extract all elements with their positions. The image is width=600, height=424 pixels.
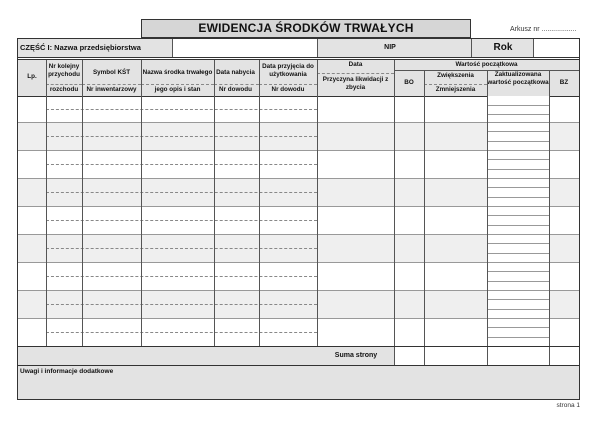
page-sum-label: Suma strony (334, 352, 378, 359)
year-label: Rok (493, 42, 513, 53)
nr-kolejny-header: Nr kolejny przychodu (48, 63, 80, 78)
form-sheet (17, 38, 580, 400)
part-label: CZĘŚĆ I: Nazwa przedsiębiorstwa (20, 43, 141, 52)
sheet-number-label[interactable]: Arkusz nr .................. (510, 26, 577, 33)
nazwa-header: Nazwa środka trwałego (142, 69, 213, 76)
wartosc-header: Wartość początkowa (455, 61, 518, 68)
zmniejszenia-header: Zmniejszenia (435, 86, 476, 93)
data-nabycia-header: Data nabycia (216, 69, 255, 76)
data-przyjecia-header: Data przyjęcia do użytkowania (262, 63, 314, 78)
rozchodu-header: rozchodu (49, 86, 79, 93)
bz-header: BZ (559, 79, 569, 86)
data-header: Data (348, 61, 363, 68)
zwiekszenia-header: Zwiększenia (437, 72, 474, 79)
document-title: EWIDENCJA ŚRODKÓW TRWAŁYCH (141, 19, 471, 38)
nr-dowodu-1-header: Nr dowodu (219, 86, 252, 93)
zaktualizowana-header: Zaktualizowana wartość początkowa (487, 71, 549, 86)
lp-header: Lp. (27, 73, 37, 80)
remarks-label: Uwagi i informacje dodatkowe (20, 368, 114, 375)
page-number: strona 1 (556, 402, 580, 409)
nip-label: NIP (384, 44, 396, 51)
symbol-kst-header: Symbol KŚT (92, 69, 131, 76)
nr-dowodu-2-header: Nr dowodu (271, 86, 305, 93)
opis-header: jego opis i stan (154, 86, 201, 93)
bo-header: BO (404, 79, 414, 86)
przyczyna-header: Przyczyna likwidacji z zbycia (322, 76, 389, 91)
nr-inwentarzowy-header: Nr inwentarzowy (86, 86, 137, 93)
